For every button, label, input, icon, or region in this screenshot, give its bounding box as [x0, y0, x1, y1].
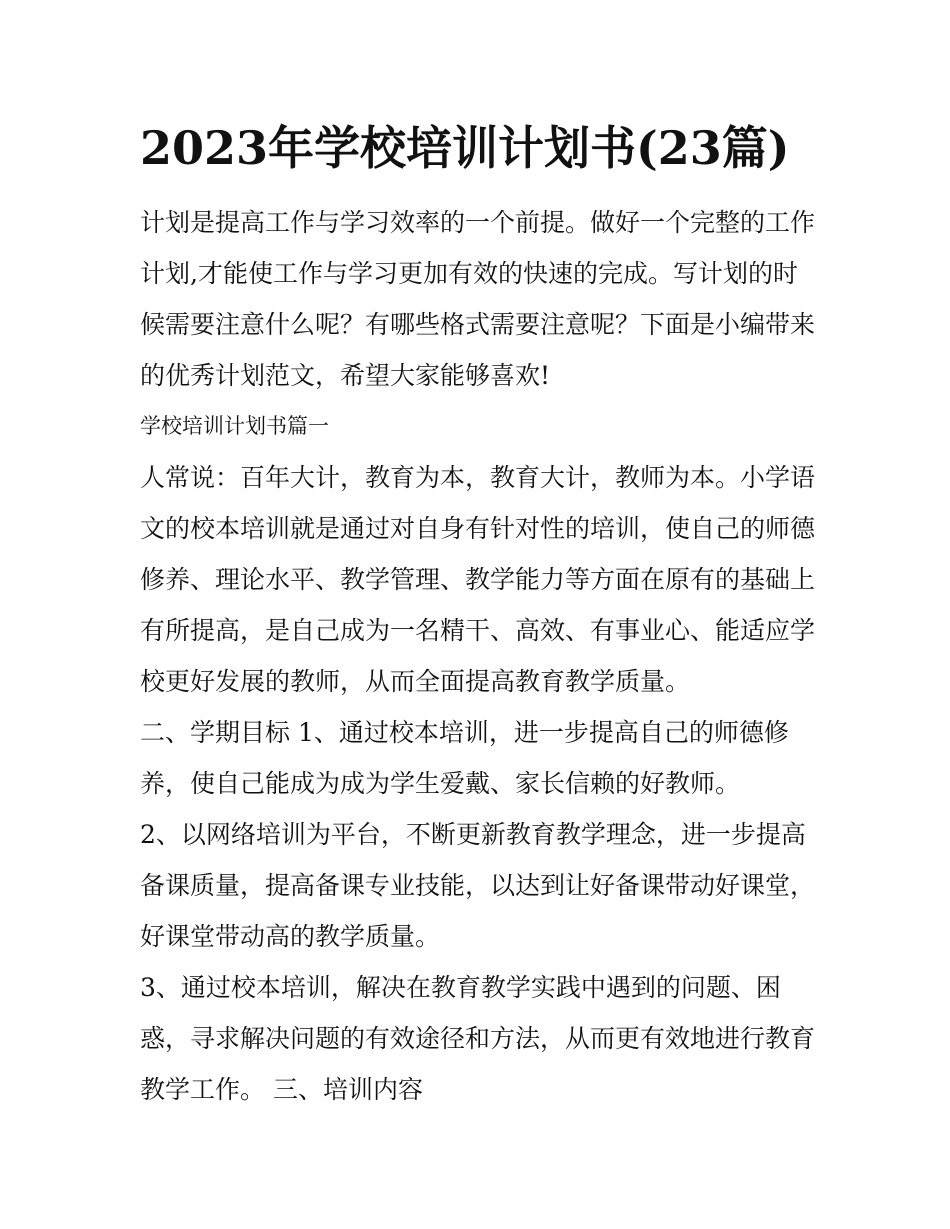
body-paragraph: 人常说：百年大计，教育为本，教育大计，教师为本。小学语文的校本培训就是通过对自身有针对性的培训，使自己的师德修养、理论水平、教学管理、教学能力等方面在原有的基础上有所提高，是自己成为一名精干、高效、有事业心、能适应学校更好发展的教师，从而全面提高教育教学质量。 — [140, 463, 816, 696]
document-title: 2023年学校培训计划书(23篇) — [140, 121, 790, 175]
section-heading: 学校培训计划书篇一 — [140, 414, 329, 438]
intro-paragraph: 计划是提高工作与学习效率的一个前提。做好一个完整的工作计划,才能使工作与学习更加有效的快速的完成。写计划的时候需要注意什么呢？有哪些格式需要注意呢？下面是小编带来的优秀计划范文，希望大家能够喜欢! — [140, 208, 816, 390]
document-body — [140, 197, 820, 1115]
body-paragraph: 3、通过校本培训，解决在教育教学实践中遇到的问题、困惑，寻求解决问题的有效途径和方法，从而更有效地进行教育教学工作。 三、培训内容 — [140, 973, 816, 1104]
body-paragraph: 二、学期目标 1、通过校本培训，进一步提高自己的师德修养，使自己能成为成为学生爱戴、家长信赖的好教师。 — [140, 718, 789, 798]
body-paragraph: 2、以网络培训为平台，不断更新教育教学理念，进一步提高备课质量，提高备课专业技能，以达到让好备课带动好课堂，好课堂带动高的教学质量。 — [140, 820, 816, 951]
